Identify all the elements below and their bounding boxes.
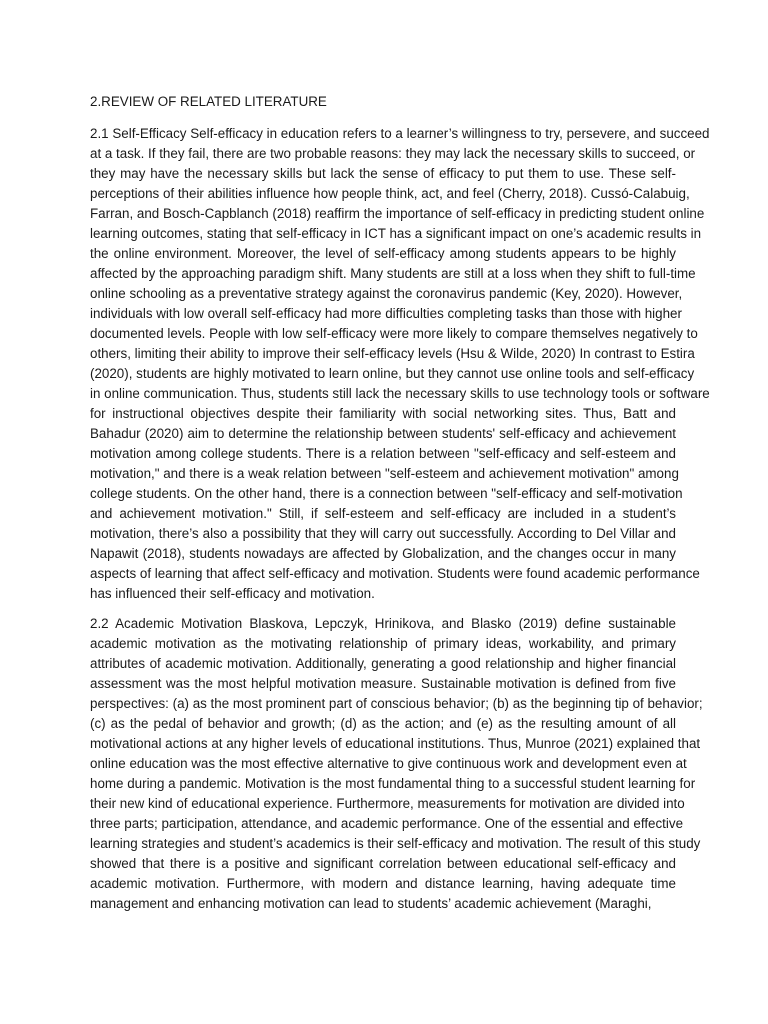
paragraph-line: has influenced their self-efficacy and motivation.	[90, 586, 375, 601]
paragraph-line: others, limiting their ability to improve their self-efficacy levels (Hsu & Wilde, 2020) In contrast to Estira	[90, 346, 695, 361]
paragraph-line: academic motivation as the motivating relationship of primary ideas, workability, and primary	[90, 636, 676, 651]
paragraph-line: motivational actions at any higher levels of educational institutions. Thus, Munroe (2021) explained that	[90, 736, 701, 751]
paragraph-line: 2.1 Self-Efficacy Self-efficacy in education refers to a learner’s willingness to try, persevere, and succeed	[90, 126, 710, 141]
paragraph-line: assessment was the most helpful motivation measure. Sustainable motivation is defined from five	[90, 676, 676, 691]
paragraph-line: for instructional objectives despite their familiarity with social networking sites. Thus, Batt and	[90, 406, 676, 421]
paragraph-line: showed that there is a positive and significant correlation between educational self-efficacy and	[90, 856, 676, 871]
paragraph-line: three parts; participation, attendance, and academic performance. One of the essential and effective	[90, 816, 684, 831]
paragraph-line: Napawit (2018), students nowadays are affected by Globalization, and the changes occur in many	[90, 546, 676, 561]
paragraph-line: they may have the necessary skills but lack the sense of efficacy to put them to use. These self-	[90, 166, 676, 181]
paragraph-line: home during a pandemic. Motivation is the most fundamental thing to a successful student learning for	[90, 776, 696, 791]
paragraph-line: documented levels. People with low self-efficacy were more likely to compare themselves negatively to	[90, 326, 698, 341]
paragraph-line: Bahadur (2020) aim to determine the relationship between students' self-efficacy and achievement	[90, 426, 676, 441]
paragraph-line: online schooling as a preventative strategy against the coronavirus pandemic (Key, 2020). However,	[90, 286, 683, 301]
paragraph-line: college students. On the other hand, there is a connection between "self-efficacy and self-motivation	[90, 486, 683, 501]
paragraph-line: at a task. If they fail, there are two probable reasons: they may lack the necessary skills to succeed, or	[90, 146, 696, 161]
paragraph-line: academic motivation. Furthermore, with modern and distance learning, having adequate time	[90, 876, 676, 891]
paragraph-line: learning outcomes, stating that self-efficacy in ICT has a significant impact on one’s academic results in	[90, 226, 702, 241]
paragraph-line: and achievement motivation." Still, if self-esteem and self-efficacy are included in a student’s	[90, 506, 676, 521]
paragraph-line: the online environment. Moreover, the level of self-efficacy among students appears to be highly	[90, 246, 676, 261]
paragraph-line: perceptions of their abilities influence how people think, act, and feel (Cherry, 2018). Cussó-Calabuig,	[90, 186, 690, 201]
paragraph-line: motivation, there’s also a possibility that they will carry out successfully. According to Del Villar and	[90, 526, 676, 541]
paragraph-line: management and enhancing motivation can lead to students’ academic achievement (Maraghi,	[90, 896, 652, 911]
page-heading: 2.REVIEW OF RELATED LITERATURE	[90, 94, 327, 109]
paragraph-line: aspects of learning that affect self-efficacy and motivation. Students were found academic performance	[90, 566, 700, 581]
paragraph-line: individuals with low overall self-efficacy had more difficulties completing tasks than those with higher	[90, 306, 682, 321]
paragraph-line: motivation," and there is a weak relation between "self-esteem and achievement motivation" among	[90, 466, 679, 481]
paragraph-line: (c) as the pedal of behavior and growth; (d) as the action; and (e) as the resulting amount of all	[90, 716, 676, 731]
paragraph-line: (2020), students are highly motivated to learn online, but they cannot use online tools and self-efficacy	[90, 366, 695, 381]
paragraph-line: their new kind of educational experience. Furthermore, measurements for motivation are divided into	[90, 796, 685, 811]
paragraph-line: 2.2 Academic Motivation Blaskova, Lepczyk, Hrinikova, and Blasko (2019) define sustainable	[90, 616, 676, 631]
paragraph-line: in online communication. Thus, students still lack the necessary skills to use technology tools or software	[90, 386, 710, 401]
paragraph-line: affected by the approaching paradigm shift. Many students are still at a loss when they shift to full-time	[90, 266, 696, 281]
paragraph-line: learning strategies and student’s academics is their self-efficacy and motivation. The result of this study	[90, 836, 701, 851]
paragraph-line: online education was the most effective alternative to give continuous work and development even at	[90, 756, 687, 771]
paragraph-line: Farran, and Bosch-Capblanch (2018) reaffirm the importance of self-efficacy in predicting student online	[90, 206, 705, 221]
paragraph-line: motivation among college students. There is a relation between "self-efficacy and self-esteem and	[90, 446, 676, 461]
paragraph-line: attributes of academic motivation. Additionally, generating a good relationship and higher financial	[90, 656, 676, 671]
paragraph-line: perspectives: (a) as the most prominent part of conscious behavior; (b) as the beginning tip of behavior;	[90, 696, 703, 711]
